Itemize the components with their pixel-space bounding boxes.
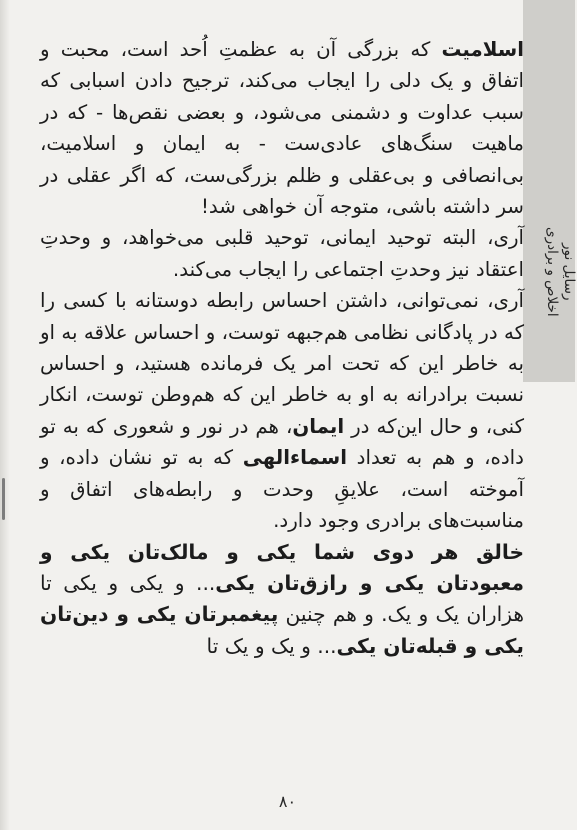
paragraph-1-text: که بزرگی آن به عظمتِ اُحد است، محبت و اتفاق و یک دلی را ایجاب می‌کند، ترجیح دادن اسبابی که سبب عداوت و دشمنی می‌شود، و بعضی نقص‌ها - که در ماهیت سنگ‌های عادی‌ست - به ایمان و اسلامیت، بی‌انصافی و بی‌عقلی و ظلم بزرگی‌ست، که اگر عقلی در سر داشته باشی، متوجه آن خواهی شد! [40, 38, 524, 219]
paragraph-4 [40, 537, 524, 663]
paragraph-1 [40, 34, 524, 222]
paragraph-4-bold-b: پیغمبرتان یکی و دین‌تان یکی و قبله‌تان یکی [40, 602, 524, 658]
paragraph-3-text-a: آری، نمی‌توانی، داشتن احساس رابطه دوستانه با کسی را که در پادگانی نظامی هم‌جبهه توست، و احساس علاقه به او به خاطر این که تحت امر یک فرمانده هستید، و احساس نسبت برادرانه به او به خاطر این که هم‌وطن توست، انکار کنی، و حال این‌که در [40, 289, 524, 438]
page-edge-shadow [0, 0, 10, 830]
paragraph-4-text-b: ... و یک و یک تا [206, 633, 337, 658]
paragraph-4-bold-a: خالق هر دوی شما یکی و مالک‌تان یکی و معبودتان یکی و رازق‌تان یکی [40, 539, 524, 595]
page-body-text [40, 34, 524, 662]
paragraph-1-bold-term: اسلامیت [441, 38, 524, 61]
page-number: ۸۰ [278, 792, 297, 811]
paragraph-3-bold-iman: ایمان [292, 414, 345, 438]
chapter-title: اخلاص و برادری [544, 227, 560, 317]
paragraph-3-text-b: ، هم در نور و شعوری که به تو داده، و هم به تعداد [40, 414, 524, 470]
chapter-side-label [521, 164, 577, 380]
paragraph-3-bold-asma: اسماءالهی [242, 446, 348, 470]
margin-mark [2, 478, 5, 520]
paragraph-2: آری، البته توحید ایمانی، توحید قلبی می‌خواهد، و وحدتِ اعتقاد نیز وحدتِ اجتماعی را ایجاب می‌کند. [40, 226, 524, 281]
paragraph-3-text-c: که به تو نشان داده، و آموخته است، علایقِ وحدت و رابطه‌های اتفاق و مناسبت‌های برادری وجود دارد. [40, 446, 524, 533]
paragraph-3 [40, 285, 524, 536]
paragraph-4-text-a: ... و یکی و یکی تا هزاران یک و یک. و هم چنین [40, 570, 524, 627]
book-title: رسایل نور [561, 243, 577, 301]
